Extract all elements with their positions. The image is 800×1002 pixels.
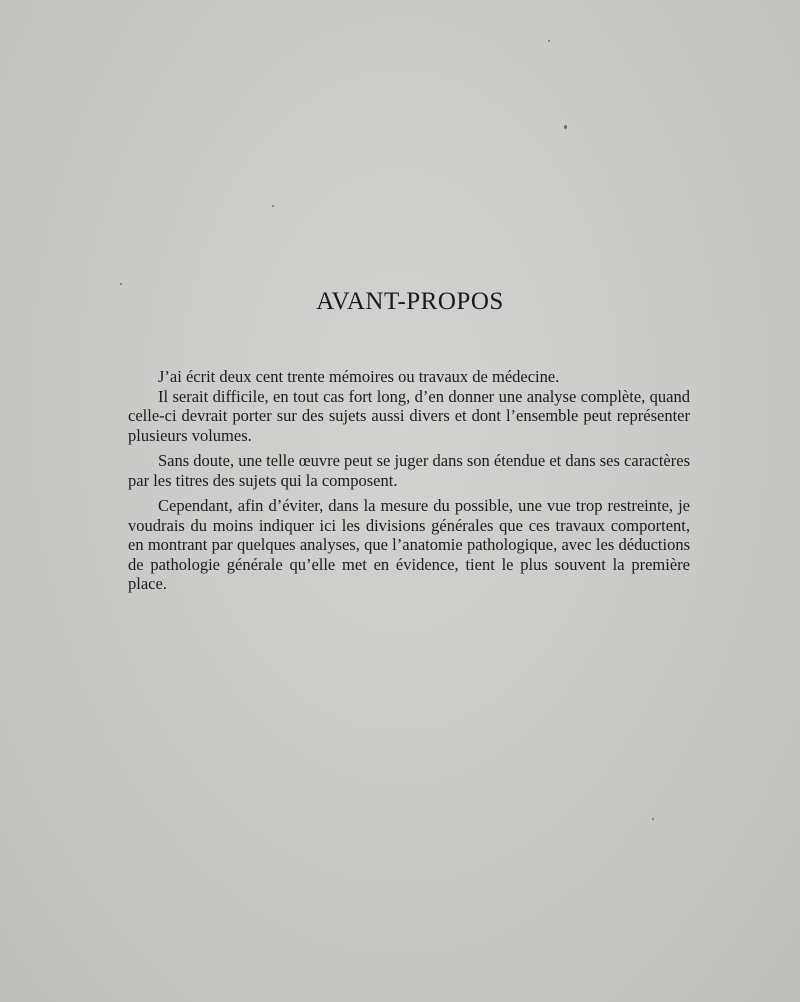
paper-speck	[120, 283, 122, 285]
paper-speck	[548, 40, 550, 42]
paper-speck	[564, 125, 567, 129]
paragraph: Il serait difficile, en tout cas fort long, d’en donner une analyse complète, quand celle-ci devrait porter sur des sujets aussi divers et dont l’ensemble peut représenter plusieurs volumes.	[128, 386, 690, 445]
paper-speck	[652, 818, 654, 820]
body-text	[128, 367, 690, 600]
paper-speck	[272, 205, 274, 207]
paragraph: Cependant, afin d’éviter, dans la mesure du possible, une vue trop restreinte, je voudrais du moins indiquer ici les divisions générales que ces travaux comportent, en montrant par quelques analyses, que l’anatomie pathologique, avec les déductions de pathologie générale qu’elle met en évidence, tient le plus souvent la première place.	[128, 496, 690, 593]
paragraph: Sans doute, une telle œuvre peut se juger dans son étendue et dans ses caractères par les titres des sujets qui la composent.	[128, 451, 690, 490]
paragraph: J’ai écrit deux cent trente mémoires ou travaux de médecine.	[158, 367, 560, 386]
page-title: AVANT-PROPOS	[316, 288, 504, 315]
